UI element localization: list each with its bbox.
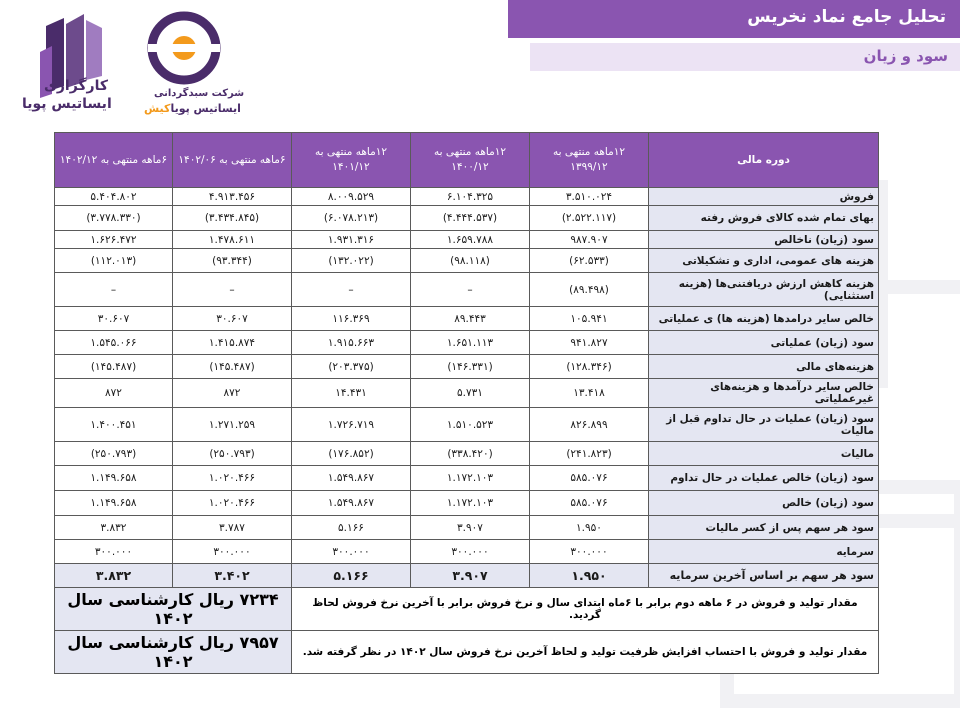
cell-value: (۳.۴۳۴.۸۴۵) [173,206,292,231]
row-label: سود (زیان) خالص [649,491,879,516]
row-label: سود (زیان) عملیاتی [649,331,879,355]
cell-value: ۳.۷۸۷ [173,516,292,540]
cell-value: ۵.۱۶۶ [292,516,411,540]
table-row [55,408,879,442]
broker-name-line1: کارگزاری [44,78,108,94]
cell-value: (۹۸.۱۱۸) [411,249,530,273]
cell-value: ۳.۹۰۷ [411,516,530,540]
cell-value: (۳۳۸.۴۲۰) [411,442,530,466]
cell-value: ۱.۲۷۱.۲۵۹ [173,408,292,442]
cell-value: ۱۴.۴۳۱ [292,379,411,408]
cell-value: ۱.۵۱۰.۵۲۳ [411,408,530,442]
cell-value: ۸۲۶.۸۹۹ [530,408,649,442]
row-label: خالص سایر درامدها (هزینه ها) ی عملیاتی [649,307,879,331]
subtitle-bar [530,43,960,71]
cell-value: ۵۸۵.۰۷۶ [530,491,649,516]
page-title: تحلیل جامع نماد نخریس [747,7,946,27]
forecast-row [55,588,879,631]
forecast-price: ۷۲۳۴ ریال کارشناسی سال ۱۴۰۲ [55,588,292,631]
cell-value: (۱۴۶.۳۳۱) [411,355,530,379]
period-label-header: دوره مالی [649,133,879,188]
cell-value: ۱.۶۵۹.۷۸۸ [411,231,530,249]
cell-value: ۳۰.۶۰۷ [55,307,173,331]
forecast-note: مقدار تولید و فروش در ۶ ماهه دوم برابر با ۶ماه ابتدای سال و نرخ فروش برابر با آخرین نرخ فروش لحاظ گردید. [292,588,879,631]
cell-value: (۴.۴۴۴.۵۳۷) [411,206,530,231]
table-row [55,273,879,307]
row-label: خالص سایر درآمدها و هزینه‌های غیرعملیاتی [649,379,879,408]
period-header: ۱۲ماهه منتهی به ۱۳۹۹/۱۲ [530,133,649,188]
cell-value: ۱.۵۴۹.۸۶۷ [292,491,411,516]
cell-value: (۱۱۲.۰۱۳) [55,249,173,273]
fund-name-line2 [144,102,241,115]
table-row [55,307,879,331]
cell-value: ۱۳.۴۱۸ [530,379,649,408]
fund-name-kish: کیش [144,102,171,115]
table-row [55,206,879,231]
table-row [55,188,879,206]
fund-logo-icon [138,8,248,88]
cell-value: ۱.۱۴۹.۶۵۸ [55,466,173,491]
table-header-row [55,133,879,188]
title-banner [508,0,960,38]
broker-logo [18,6,128,118]
cell-value: (۱۴۵.۴۸۷) [173,355,292,379]
cell-value: ۱.۷۲۶.۷۱۹ [292,408,411,442]
cell-value: ۹۴۱.۸۲۷ [530,331,649,355]
cell-value: ۳.۸۳۲ [55,564,173,588]
cell-value: ۱.۰۲۰.۴۶۶ [173,466,292,491]
table-row [55,231,879,249]
cell-value: ۱.۴۷۸.۶۱۱ [173,231,292,249]
period-header: ۱۲ماهه منتهی به ۱۴۰۱/۱۲ [292,133,411,188]
cell-value: ۳.۸۳۲ [55,516,173,540]
cell-value: ۳۰۰.۰۰۰ [55,540,173,564]
row-label: هزینه های عمومی، اداری و تشکیلاتی [649,249,879,273]
cell-value: (۶.۰۷۸.۲۱۳) [292,206,411,231]
cell-value: (۸۹.۴۹۸) [530,273,649,307]
cell-value: (۳.۷۷۸.۳۳۰) [55,206,173,231]
cell-value: ۳۰۰.۰۰۰ [292,540,411,564]
table-row [55,491,879,516]
fund-name-line1: شرکت سبدگردانی [154,88,245,99]
table-row [55,249,879,273]
cell-value: (۲۵۰.۷۹۳) [55,442,173,466]
row-label: سود (زیان) عملیات در حال تداوم قبل از مالیات [649,408,879,442]
table-row [55,466,879,491]
cell-value: ۱۰۵.۹۴۱ [530,307,649,331]
row-label: هزینه‌های مالی [649,355,879,379]
cell-value: ۳۰.۶۰۷ [173,307,292,331]
table-row [55,516,879,540]
cell-value: ۳.۴۰۲ [173,564,292,588]
table-row [55,379,879,408]
cell-value: ۸۷۲ [55,379,173,408]
cell-value: ۱.۱۴۹.۶۵۸ [55,491,173,516]
row-label: سود هر سهم بر اساس آخرین سرمایه [649,564,879,588]
cell-value: – [292,273,411,307]
table-row [55,442,879,466]
row-label: فروش [649,188,879,206]
table-row [55,564,879,588]
cell-value: (۲۰۳.۳۷۵) [292,355,411,379]
cell-value: ۸۹.۴۴۳ [411,307,530,331]
forecast-row [55,631,879,674]
cell-value: ۳.۵۱۰.۰۲۴ [530,188,649,206]
cell-value: ۵.۴۰۴.۸۰۲ [55,188,173,206]
cell-value: ۳۰۰.۰۰۰ [173,540,292,564]
row-label: هزینه کاهش ارزش دریافتنی‌ها (هزینه استثنایی) [649,273,879,307]
income-statement-table [54,132,879,674]
cell-value: ۶.۱۰۴.۳۲۵ [411,188,530,206]
cell-value: ۳۰۰.۰۰۰ [530,540,649,564]
cell-value: (۱۳۲.۰۲۲) [292,249,411,273]
cell-value: (۲۴۱.۸۲۳) [530,442,649,466]
period-header: ۶ماهه منتهی به ۱۴۰۲/۱۲ [55,133,173,188]
cell-value: ۱.۹۱۵.۶۶۳ [292,331,411,355]
cell-value: (۱۲۸.۳۴۶) [530,355,649,379]
cell-value: ۵۸۵.۰۷۶ [530,466,649,491]
forecast-price: ۷۹۵۷ ریال کارشناسی سال ۱۴۰۲ [55,631,292,674]
cell-value: ۴.۹۱۳.۴۵۶ [173,188,292,206]
cell-value: ۱.۵۴۵.۰۶۶ [55,331,173,355]
cell-value: (۹۳.۳۴۴) [173,249,292,273]
period-header: ۱۲ماهه منتهی به ۱۴۰۰/۱۲ [411,133,530,188]
forecast-note: مقدار تولید و فروش با احتساب افزایش ظرفیت تولید و لحاظ آخرین نرخ فروش سال ۱۴۰۲ در نظر گرفته شد. [292,631,879,674]
table-row [55,331,879,355]
fund-name-isatis: ایساتیس پویا [170,102,241,115]
cell-value: (۲۵۰.۷۹۳) [173,442,292,466]
cell-value: ۱.۹۵۰ [530,564,649,588]
row-label: مالیات [649,442,879,466]
cell-value: ۱.۶۲۶.۴۷۲ [55,231,173,249]
cell-value: ۱.۱۷۲.۱۰۳ [411,466,530,491]
cell-value: ۱.۶۵۱.۱۱۳ [411,331,530,355]
period-header: ۶ماهه منتهی به ۱۴۰۲/۰۶ [173,133,292,188]
cell-value: ۱.۵۴۹.۸۶۷ [292,466,411,491]
cell-value: ۸۷۲ [173,379,292,408]
cell-value: ۱.۴۱۵.۸۷۴ [173,331,292,355]
cell-value: ۱.۹۵۰ [530,516,649,540]
cell-value: ۱.۴۰۰.۴۵۱ [55,408,173,442]
cell-value: ۱.۹۳۱.۳۱۶ [292,231,411,249]
cell-value: ۱.۱۷۲.۱۰۳ [411,491,530,516]
section-title: سود و زیان [863,47,948,65]
cell-value: ۵.۷۳۱ [411,379,530,408]
row-label: سود هر سهم پس از کسر مالیات [649,516,879,540]
cell-value: ۱.۰۲۰.۴۶۶ [173,491,292,516]
table-row [55,355,879,379]
cell-value: ۵.۱۶۶ [292,564,411,588]
cell-value: ۳۰۰.۰۰۰ [411,540,530,564]
cell-value: (۱۷۶.۸۵۲) [292,442,411,466]
row-label: سود (زیان) خالص عملیات در حال تداوم [649,466,879,491]
cell-value: – [411,273,530,307]
cell-value: ۳.۹۰۷ [411,564,530,588]
cell-value: (۱۴۵.۴۸۷) [55,355,173,379]
cell-value: ۸.۰۰۹.۵۲۹ [292,188,411,206]
cell-value: – [173,273,292,307]
cell-value: ۱۱۶.۳۶۹ [292,307,411,331]
cell-value: ۹۸۷.۹۰۷ [530,231,649,249]
cell-value: (۲.۵۲۲.۱۱۷) [530,206,649,231]
broker-name-line2: ایساتیس پویا [22,96,112,112]
cell-value: (۶۲.۵۳۳) [530,249,649,273]
cell-value: – [55,273,173,307]
table-row [55,540,879,564]
row-label: بهای تمام شده کالای فروش رفته [649,206,879,231]
fund-logo [138,8,248,118]
row-label: سرمایه [649,540,879,564]
row-label: سود (زیان) ناخالص [649,231,879,249]
